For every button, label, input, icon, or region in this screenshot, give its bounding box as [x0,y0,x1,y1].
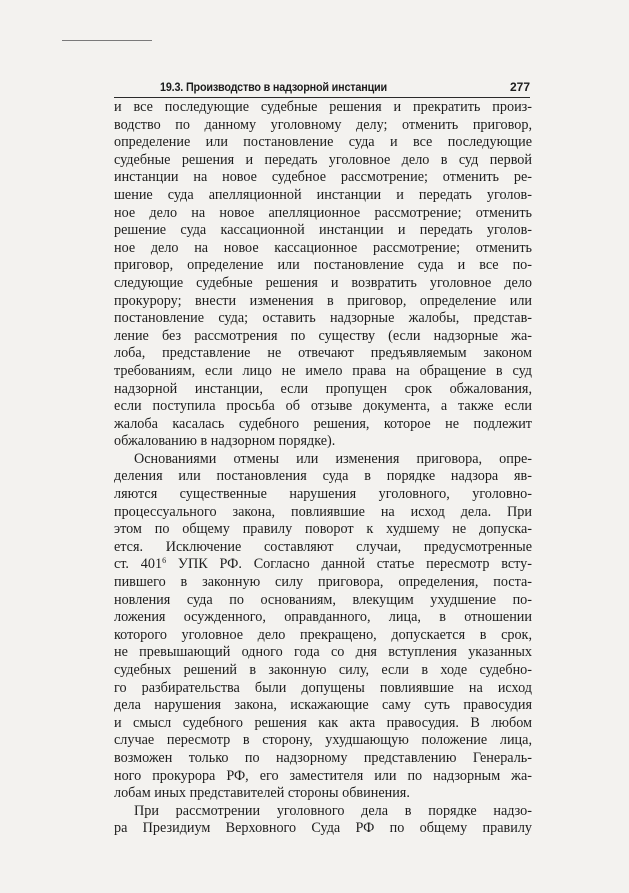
text-line: постановление суда; оставить надзорные жалобы, представ- [114,310,532,327]
text-line: лоба, представление не отвечают предъявляемым законом [114,345,532,362]
text-line: которого уголовное дело прекращено, допускается в срок, [114,626,532,643]
text-line: обжалованию в надзорном порядке). [114,433,336,450]
text-line: и все последующие судебные решения и прекратить произ- [114,99,532,115]
text-line: процессуального закона, повлиявшие на исход дела. При [114,503,532,520]
text-line: ного прокурора РФ, его заместителя или по надзорным жа- [114,767,532,784]
text-line: Основаниями отмены или изменения приговора, опре- [134,450,532,467]
text-line: ст. $401^6$ УПК РФ. Согласно данной статье пересмотр всту- [114,556,532,573]
text-line: этом по общему правилу поворот к худшему не допуска- [114,521,532,538]
text-line: ра Президиум Верховного Суда РФ по общему правилу [114,820,532,837]
text-line: ется. Исключение составляют случаи, предусмотренные [114,538,532,555]
top-rule [62,40,152,41]
text-line: ложения осужденного, оправданного, лица, в отношении [114,609,532,626]
text-line: судебные решения и передать уголовное дело в суд первой [114,151,532,168]
text-line: При рассмотрении уголовного дела в порядке надзо- [134,802,532,819]
text-line: лобам иных представителей стороны обвинения. [114,785,410,802]
text-line: ное дело на новое кассационное рассмотрение; отменить [114,239,532,256]
text-line: ное дело на новое апелляционное рассмотрение; отменить [114,204,532,221]
text-line: водство по данному уголовному делу; отменить приговор, [114,116,532,133]
text-line: деления или постановления суда в порядке надзора яв- [114,468,532,485]
paragraph [114,451,532,803]
text-line: прокурору; внести изменения в приговор, определение или [114,292,532,309]
text-line: новления суда по основаниям, влекущим ухудшение по- [114,591,532,608]
text-line: надзорной инстанции, если пропущен срок обжалования, [114,380,532,397]
text-line: ление без рассмотрения по существу (если надзорные жа- [114,327,532,344]
text-line: шение суда апелляционной инстанции и передать уголов- [114,186,532,203]
text-line: го разбирательства были допущены повлиявшие на исход [114,679,532,696]
body-text [114,99,532,838]
text-line: случае пересмотр в сторону, ухудшающую положение лица, [114,732,532,749]
section-title: 19.3. Производство в надзорной инстанции [160,80,387,94]
text-line: ляются существенные нарушения уголовного, уголовно- [114,486,532,503]
text-line: не превышающий одного года со дня вступления указанных [114,644,532,661]
running-header [114,77,530,98]
text-line: и смысл судебного решения как акта правосудия. В любом [114,714,532,731]
text-line: жалоба касалась судебного решения, которое не подлежит [114,415,532,432]
text-line: следующие судебные решения и возвратить уголовное дело [114,274,532,291]
text-line: требованиям, если лицо не имело права на обращение в суд [114,362,532,379]
text-line: определение или постановление суда и все последующие [114,134,532,151]
page-number: 277 [509,80,530,94]
text-line: судебных решений в законную силу, если в ходе судебно- [114,662,532,678]
text-line: если поступила просьба об отзыве документа, а также если [114,398,532,415]
paragraph [114,99,532,451]
text-line: решение суда кассационной инстанции и передать уголов- [114,222,532,239]
text-line: возможен только по надзорному представлению Генераль- [114,749,532,766]
paragraph [114,803,532,838]
text-line: пившего в законную силу приговора, определения, поста- [114,574,532,591]
text-line: приговор, определение или постановление суда и все по- [114,257,532,274]
text-line: инстанции на новое судебное рассмотрение; отменить ре- [114,169,532,186]
text-line: дела нарушения закона, искажающие саму суть правосудия [114,697,532,714]
